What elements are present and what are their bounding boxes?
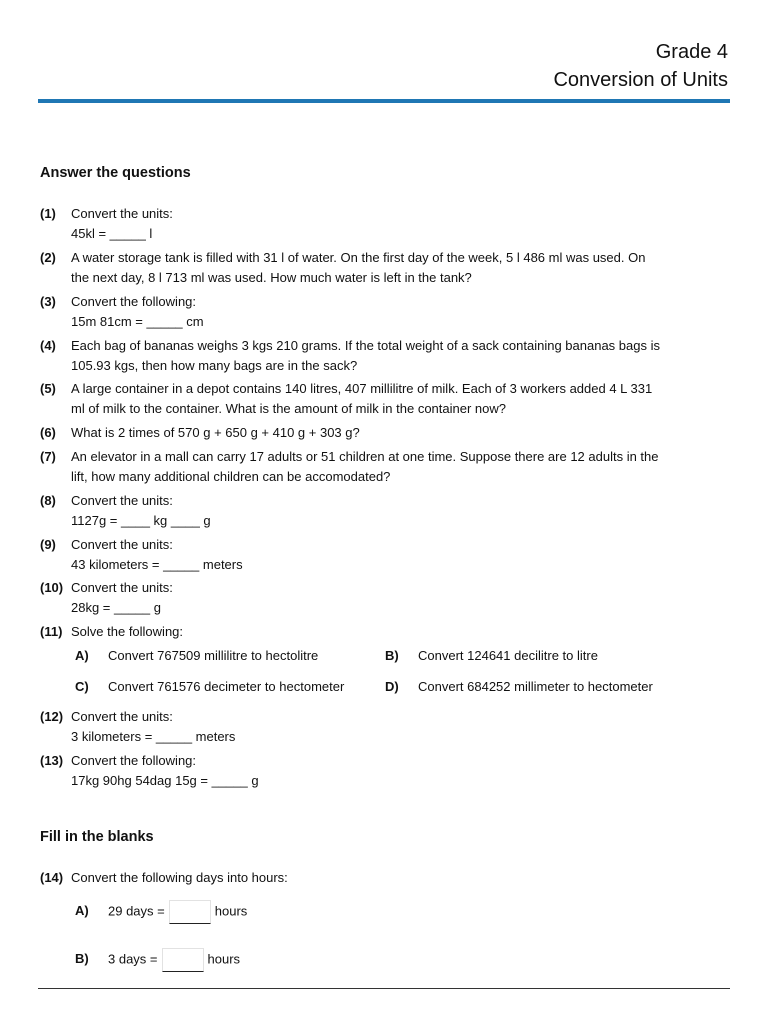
question-text: 28kg = _____ g bbox=[71, 600, 161, 615]
question-text: 15m 81cm = _____ cm bbox=[71, 314, 204, 329]
question-14 bbox=[40, 868, 690, 888]
answer-blank[interactable] bbox=[162, 948, 204, 972]
question-5 bbox=[40, 379, 690, 419]
worksheet-header bbox=[553, 38, 728, 94]
question-11 bbox=[40, 622, 690, 642]
option-text: Convert 767509 millilitre to hectolitre bbox=[108, 648, 319, 663]
question-text: Convert the units: bbox=[71, 580, 173, 595]
question-number: (3) bbox=[40, 294, 56, 309]
question-number: (4) bbox=[40, 338, 56, 353]
question-text: Convert the units: bbox=[71, 537, 173, 552]
question-4 bbox=[40, 336, 690, 376]
option-label: A) bbox=[75, 648, 89, 663]
fill-option-a bbox=[75, 900, 247, 924]
section-title-answer: Answer the questions bbox=[40, 165, 191, 181]
question-13 bbox=[40, 751, 690, 791]
question-8 bbox=[40, 491, 690, 531]
question-text: What is 2 times of 570 g + 650 g + 410 g + 303 g? bbox=[71, 425, 360, 440]
question-text: Convert the units: bbox=[71, 493, 173, 508]
option-label: A) bbox=[75, 903, 89, 919]
question-text: ml of milk to the container. What is the amount of milk in the container now? bbox=[71, 401, 506, 416]
option-label: B) bbox=[385, 648, 399, 663]
question-2 bbox=[40, 248, 690, 288]
question-10 bbox=[40, 578, 690, 618]
question-number: (6) bbox=[40, 425, 56, 440]
question-text: A water storage tank is filled with 31 l of water. On the first day of the week, 5 l 486 ml was used. On bbox=[71, 250, 646, 265]
question-number: (7) bbox=[40, 449, 56, 464]
question-6 bbox=[40, 423, 690, 443]
section-title-fill: Fill in the blanks bbox=[40, 829, 154, 845]
question-text: 43 kilometers = _____ meters bbox=[71, 557, 243, 572]
question-number: (10) bbox=[40, 580, 64, 595]
question-text: An elevator in a mall can carry 17 adults or 51 children at one time. Suppose there are 12 adults in the bbox=[71, 449, 659, 464]
option-text: 3 days = bbox=[108, 951, 158, 967]
question-number: (8) bbox=[40, 493, 56, 508]
grade-title: Grade 4 bbox=[655, 41, 728, 63]
question-7 bbox=[40, 447, 690, 487]
option-d bbox=[385, 677, 653, 697]
option-label: B) bbox=[75, 951, 89, 967]
question-number: (2) bbox=[40, 250, 56, 265]
question-text: Solve the following: bbox=[71, 624, 184, 639]
option-c bbox=[75, 677, 344, 697]
question-number: (11) bbox=[40, 624, 63, 639]
header-divider bbox=[38, 99, 730, 103]
question-text: Convert the following: bbox=[71, 753, 197, 768]
question-text: 3 kilometers = _____ meters bbox=[71, 729, 236, 744]
question-text: lift, how many additional children can be accomodated? bbox=[71, 469, 391, 484]
question-text: 45kl = _____ l bbox=[71, 226, 153, 241]
question-number: (1) bbox=[40, 206, 56, 221]
question-text: the next day, 8 l 713 ml was used. How much water is left in the tank? bbox=[71, 270, 472, 285]
footer-divider bbox=[38, 988, 730, 989]
question-text: A large container in a depot contains 140 litres, 407 millilitre of milk. Each of 3 workers added 4 L 331 bbox=[71, 381, 653, 396]
option-a bbox=[75, 646, 318, 666]
question-text: 17kg 90hg 54dag 15g = _____ g bbox=[71, 773, 259, 788]
fill-option-b bbox=[75, 948, 240, 972]
question-text: Convert the units: bbox=[71, 206, 173, 221]
option-label: C) bbox=[75, 679, 89, 694]
question-text: Convert the following days into hours: bbox=[71, 870, 288, 885]
option-b bbox=[385, 646, 598, 666]
option-text: Convert 124641 decilitre to litre bbox=[418, 648, 598, 663]
question-text: Convert the following: bbox=[71, 294, 197, 309]
question-text: Convert the units: bbox=[71, 709, 173, 724]
question-12 bbox=[40, 707, 690, 747]
option-unit: hours bbox=[207, 951, 241, 967]
option-text: Convert 761576 decimeter to hectometer bbox=[108, 679, 345, 694]
option-text: 29 days = bbox=[108, 903, 165, 919]
question-number: (13) bbox=[40, 753, 64, 768]
question-text: Each bag of bananas weighs 3 kgs 210 grams. If the total weight of a sack containing bananas bags is bbox=[71, 338, 660, 353]
question-number: (14) bbox=[40, 870, 64, 885]
question-1 bbox=[40, 204, 690, 244]
question-9 bbox=[40, 535, 690, 575]
question-3 bbox=[40, 292, 690, 332]
question-number: (5) bbox=[40, 381, 56, 396]
topic-title: Conversion of Units bbox=[553, 69, 728, 91]
answer-blank[interactable] bbox=[169, 900, 211, 924]
option-text: Convert 684252 millimeter to hectometer bbox=[418, 679, 653, 694]
question-number: (9) bbox=[40, 537, 56, 552]
option-unit: hours bbox=[214, 903, 248, 919]
question-number: (12) bbox=[40, 709, 64, 724]
question-text: 1127g = ____ kg ____ g bbox=[71, 513, 211, 528]
option-label: D) bbox=[385, 679, 399, 694]
question-text: 105.93 kgs, then how many bags are in the sack? bbox=[71, 358, 358, 373]
